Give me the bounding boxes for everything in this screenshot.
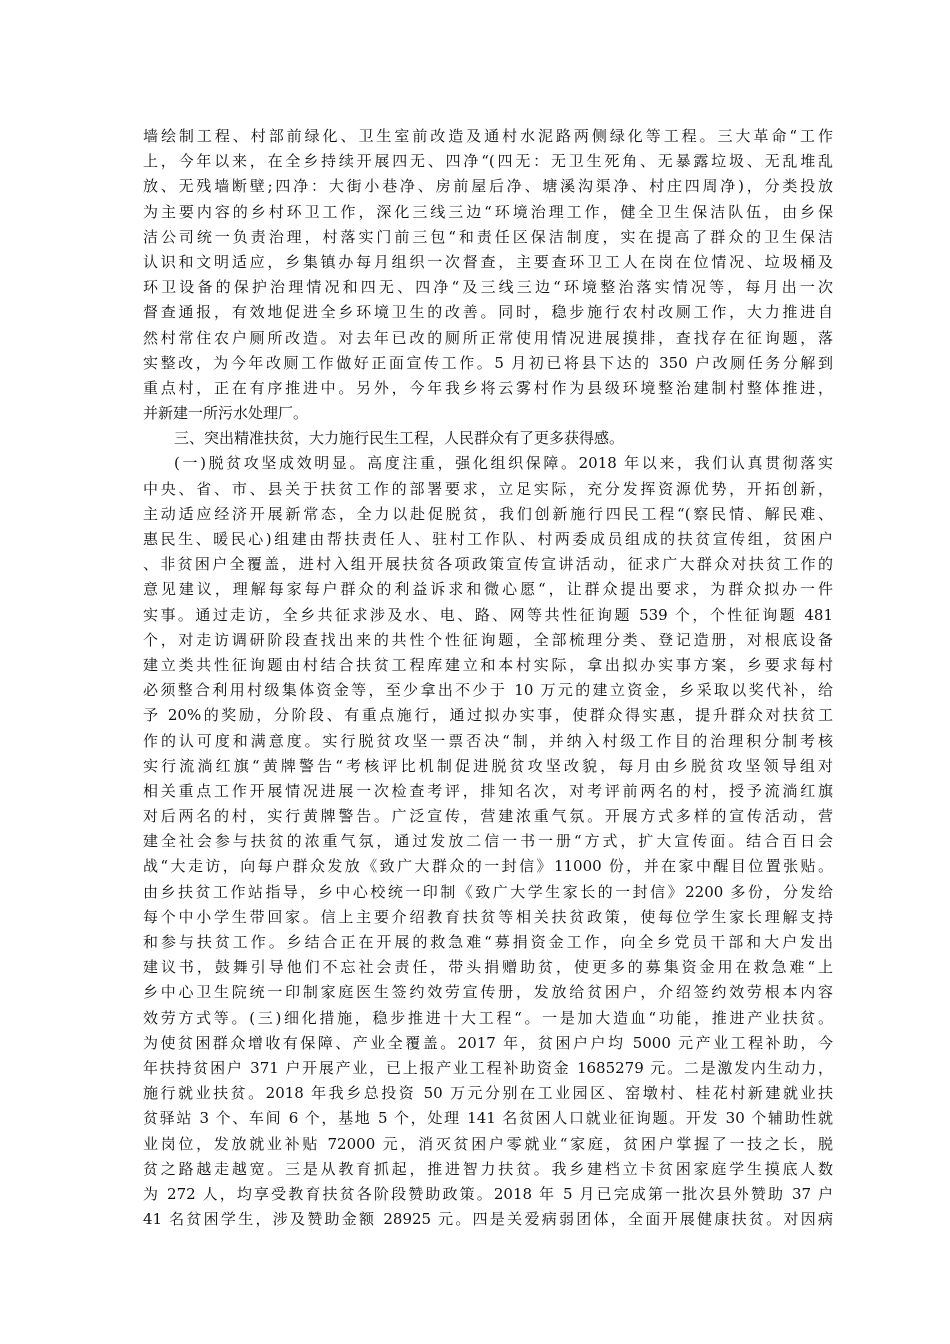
body-text-line: 予 20%的奖励，分阶段、有重点施行，通过拟办实事，使群众得实惠，提升群众对扶贫工 [143,706,833,725]
body-text-line: 放、无残墙断壁;四净：大街小巷净、房前屋后净、塘溪沟渠净、村庄四周净)，分类投放 [143,177,833,196]
body-text-line: 惠民生、暖民心)组建由帮扶责任人、驻村工作队、村两委成员组成的扶贫宣传组，贫困户 [143,530,833,548]
paragraph-end-line: 并新建一所污水处理厂。 [143,404,309,423]
body-text-line: 年扶持贫困户 371 户开展产业，已上报产业工程补助资金 1685279 元。二是激发内生动力， [143,1058,833,1077]
body-text-line: 施行就业扶贫。2018 年我乡总投资 50 万元分别在工业园区、窑墩村、桂花村新建就业扶 [143,1084,833,1103]
body-text-line: 效劳方式等。(三)细化措施，稳步推进十大工程“。一是加大造血“功能，推进产业扶贫。 [143,1008,833,1027]
body-text-line: 建全社会参与扶贫的浓重气氛，通过发放二信一书一册“方式，扩大宣传面。结合百日会 [143,832,833,851]
body-text-line: 为使贫困群众增收有保障、产业全覆盖。2017 年，贫困户户均 5000 元产业工程补助，今 [143,1033,833,1052]
body-text-line: 为主要内容的乡村环卫工作，深化三线三边“环境治理工作，健全卫生保洁队伍，由乡保 [143,202,833,221]
body-text-line: 环卫设备的保护治理情况和四无、四净“及三线三边“环境整治落实情况等，每月出一次 [143,278,833,297]
paragraph-start-line: (一)脱贫攻坚成效明显。高度注重，强化组织保障。2018 年以来，我们认真贯彻落实 [174,454,833,473]
body-text-line: 乡中心卫生院统一印制家庭医生签约效劳宣传册，发放给贫困户，介绍签约效劳根本内容 [143,983,833,1002]
body-text-line: 必须整合利用村级集体资金等，至少拿出不少于 10 万元的建立资金，乡采取以奖代补，给 [143,681,833,700]
body-text-line: 实事。通过走访，全乡共征求涉及水、电、路、网等共性征询题 539 个，个性征询题 481 [143,605,833,624]
body-text-line: 实整改，为今年改厕工作做好正面宣传工作。5 月初已将县下达的 350 户改厕任务分解到 [143,353,833,372]
body-text-line: 洁公司统一负责治理，村落实门前三包“和责任区保洁制度，实在提高了群众的卫生保洁 [143,227,833,246]
body-text-line: 中央、省、市、县关于扶贫工作的部署要求，立足实际，充分发挥资源优势，开拓创新， [143,479,833,498]
body-text-line: 认识和文明适应，乡集镇办每月组织一次督查，主要查环卫工人在岗在位情况、垃圾桶及 [143,252,833,271]
body-text-line: 建议书，鼓舞引导他们不忘社会责任，带头捐赠助贫，使更多的募集资金用在救急难“上 [143,958,833,977]
body-text-line: 对后两名的村，实行黄牌警告。广泛宣传，营建浓重气氛。开展方式多样的宣传活动，营 [143,807,833,826]
body-text-line: 意见建议，理解每家每户群众的利益诉求和微心愿“，让群众提出要求，为群众拟办一件 [143,580,833,599]
body-text-line: 、非贫困户全覆盖，进村入组开展扶贫各项政策宣传宣讲活动，征求广大群众对扶贫工作的 [143,555,833,574]
body-text-line: 上，今年以来，在全乡持续开展四无、四净“(四无：无卫生死角、无暴露垃圾、无乱堆乱 [143,152,833,171]
body-text-line: 贫之路越走越宽。三是从教育抓起，推进智力扶贫。我乡建档立卡贫困家庭学生摸底人数 [143,1159,833,1178]
body-text-line: 然村常住农户厕所改造。对去年已改的厕所正常使用情况进展摸排，查找存在征询题，落 [143,328,833,347]
body-text-line: 由乡扶贫工作站指导，乡中心校统一印制《致广大学生家长的一封信》2200 多份，分发给 [143,882,833,901]
body-text-line: 战“大走访，向每户群众发放《致广大群众的一封信》11000 份，并在家中醒目位置张贴。 [143,857,833,876]
body-text-line: 业岗位，发放就业补贴 72000 元，消灭贫困户零就业“家庭，贫困户掌握了一技之长，脱 [143,1134,833,1153]
body-text-line: 实行流淌红旗“黄牌警告“考核评比机制促进脱贫攻坚改貌，每月由乡脱贫攻坚领导组对 [143,756,833,775]
body-text-line: 贫驿站 3 个、车间 6 个，基地 5 个，处理 141 名贫困人口就业征询题。开发 30 个辅助性就 [143,1109,833,1128]
document-page [143,124,833,1232]
body-text-line: 主动适应经济开展新常态，全力以赴促脱贫，我们创新施行四民工程“(察民情、解民难、 [143,504,833,523]
body-text-line: 41 名贫困学生，涉及赞助金额 28925 元。四是关爱病弱团体，全面开展健康扶贫。对因病 [143,1210,833,1229]
body-text-line: 建立类共性征询题由村结合扶贫工程库建立和本村实际，拿出拟办实事方案，乡要求每村 [143,655,833,674]
body-text-line: 相关重点工作开展情况进展一次检查考评，排知名次，对考评前两名的村，授予流淌红旗 [143,781,833,800]
section-heading: 三、突出精准扶贫，大力施行民生工程，人民群众有了更多获得感。 [174,429,625,448]
body-text-line: 每个中小学生带回家。信上主要介绍教育扶贫等相关扶贫政策，使每位学生家长理解支持 [143,907,833,926]
body-text-line: 重点村，正在有序推进中。另外，今年我乡将云雾村作为县级环境整治建制村整体推进， [143,378,833,397]
body-text-line: 个，对走访调研阶段查找出来的共性个性征询题，全部梳理分类、登记造册，对根底设备 [143,630,833,649]
body-text-line: 为 272 人，均享受教育扶贫各阶段赞助政策。2018 年 5 月已完成第一批次县外赞助 37 户 [143,1184,833,1203]
body-text-line: 作的认可度和满意度。实行脱贫攻坚一票否决“制，并纳入村级工作目的治理积分制考核 [143,731,833,750]
body-text-line: 督查通报，有效地促进全乡环境卫生的改善。同时，稳步施行农村改厕工作，大力推进自 [143,303,833,322]
body-text-line: 墙绘制工程、村部前绿化、卫生室前改造及通村水泥路两侧绿化等工程。三大革命“工作 [143,127,833,145]
body-text-line: 和参与扶贫工作。乡结合正在开展的救急难“募捐资金工作，向全乡党员干部和大户发出 [143,933,833,951]
